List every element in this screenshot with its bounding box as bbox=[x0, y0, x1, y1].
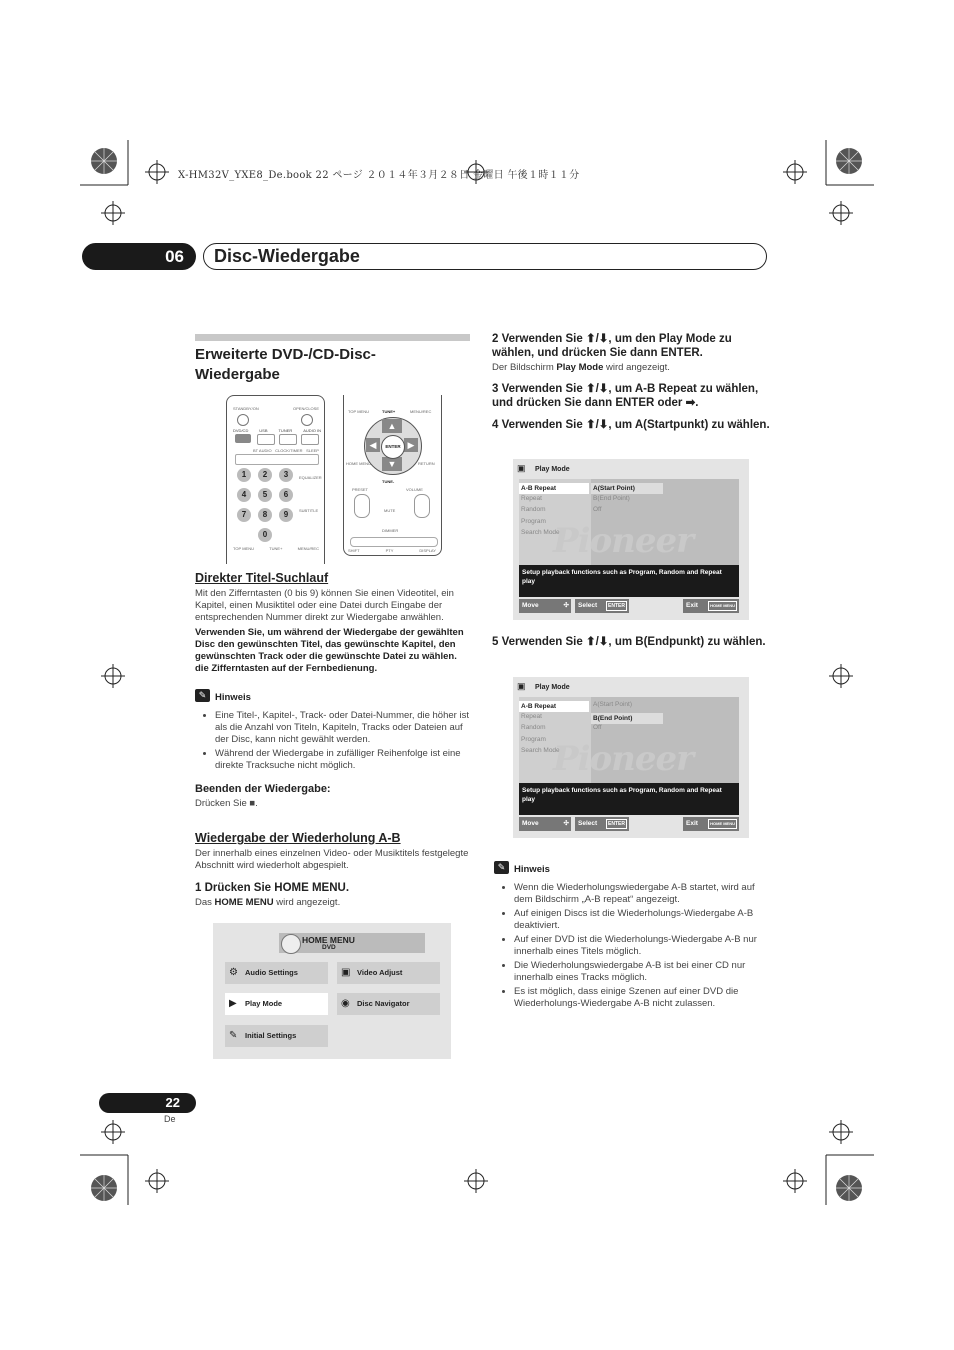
source-dvd-label: DVD/CD bbox=[233, 428, 249, 433]
direct-note-item: • Eine Titel-, Kapitel-, Track- oder Datei-Nummer, die höher ist als die Anzahl von Titeln, Kapiteln, Tracks oder Dateien auf der Disc, kann nicht gewählt werden. bbox=[215, 710, 470, 746]
open-close-label: OPEN/CLOSE bbox=[293, 406, 320, 411]
move-icon-a: ✣ bbox=[563, 602, 569, 609]
eject-icon bbox=[301, 414, 313, 426]
direct-search-paragraph: Mit den Zifferntasten (0 bis 9) können Sie einen Videotitel, ein Kapitel, einen Musiktitel oder eine Datei durch Eingabe der entsprechenden Nummer direkt zur Wiedergabe anwählen. bbox=[195, 588, 454, 623]
steps-2-4 bbox=[492, 332, 772, 432]
stop-text: Drücken Sie ■. bbox=[195, 798, 258, 809]
enter-button[interactable]: ENTER bbox=[381, 435, 405, 459]
remote-right-half bbox=[343, 395, 442, 556]
play-mode-screen-a bbox=[513, 459, 749, 620]
menu-repeat-b[interactable]: Repeat bbox=[521, 713, 542, 720]
play-mode-icon-a: ▣ bbox=[517, 463, 526, 473]
section-title bbox=[195, 345, 470, 385]
stop-heading: Beenden der Wiedergabe: bbox=[195, 783, 331, 795]
disc-navigator-icon: ◉ bbox=[341, 998, 350, 1009]
usb-button[interactable] bbox=[257, 434, 275, 445]
preset-rocker[interactable] bbox=[354, 494, 370, 518]
audio-settings-button[interactable]: Audio Settings bbox=[225, 962, 328, 984]
enter-key-a: ENTER bbox=[608, 603, 625, 609]
digit-8-button[interactable]: 8 bbox=[258, 508, 272, 522]
menu-ab-repeat-b[interactable]: A-B Repeat bbox=[519, 701, 589, 712]
source-usb-label: USB bbox=[259, 428, 268, 433]
direct-note-item: • Während der Wiedergabe in zufälliger Reihenfolge ist eine direkte Tracksuche nicht möglich. bbox=[215, 748, 470, 772]
footer-exit-b bbox=[683, 817, 739, 831]
top-menu-label: TOP MENU bbox=[348, 409, 369, 414]
pioneer-logo-b: Pioneer bbox=[553, 739, 694, 779]
mute-label: MUTE bbox=[384, 508, 396, 513]
left-arrow-icon[interactable]: ◀ bbox=[366, 438, 380, 452]
sleep-label: SLEEP bbox=[306, 448, 319, 453]
source-labels bbox=[233, 428, 321, 433]
step1-bold: HOME MENU bbox=[214, 897, 274, 908]
play-mode-button[interactable]: Play Mode bbox=[225, 993, 328, 1015]
up-arrow-icon[interactable]: ▲ bbox=[382, 419, 402, 433]
option-start-point-b[interactable]: A(Start Point) bbox=[593, 701, 633, 708]
home-menu-title: HOME MENU bbox=[302, 935, 355, 945]
footer-move-b bbox=[519, 817, 571, 831]
standby-label: STANDBY/ON bbox=[233, 406, 259, 411]
bt-audio-label: BT AUDIO bbox=[253, 448, 272, 453]
clock-timer-label: CLOCK/TIMER bbox=[275, 448, 303, 453]
move-label-b: Move bbox=[522, 820, 539, 827]
tune-plus-label-left: TUNE+ bbox=[269, 546, 283, 551]
digit-7-button[interactable]: 7 bbox=[237, 508, 251, 522]
source-audio-label: AUDIO IN bbox=[303, 428, 321, 433]
right-arrow-icon[interactable]: ▶ bbox=[404, 438, 418, 452]
home-key-b: HOME MENU bbox=[708, 819, 737, 829]
direct-search-section bbox=[195, 571, 470, 810]
step2-pre: Der Bildschirm bbox=[492, 362, 557, 373]
footer-select-b bbox=[575, 817, 629, 831]
step3: 3 Verwenden Sie ⬆/⬇, um A-B Repeat zu wählen, und drücken Sie dann ENTER oder ➡. bbox=[492, 383, 759, 409]
pioneer-logo-a: Pioneer bbox=[553, 521, 694, 561]
dimmer-label: DIMMER bbox=[382, 528, 399, 533]
step2: 2 Verwenden Sie ⬆/⬇, um den Play Mode zu wählen, und drücken Sie dann ENTER. bbox=[492, 333, 732, 359]
pty-label: PTY bbox=[385, 548, 394, 553]
help-text-b: Setup playback functions such as Program, Random and Repeat play bbox=[519, 783, 739, 815]
menu-repeat-a[interactable]: Repeat bbox=[521, 495, 542, 502]
digit-5-button[interactable]: 5 bbox=[258, 488, 272, 502]
menu-program-b[interactable]: Program bbox=[521, 736, 546, 743]
down-arrow-icon[interactable]: ▼ bbox=[382, 457, 402, 471]
right-note-item: • Auf einer DVD ist die Wiederholungs-Wiedergabe A-B nur innerhalb eines Titels möglich. bbox=[514, 934, 770, 958]
disc-navigator-button[interactable]: Disc Navigator bbox=[337, 993, 440, 1015]
menu-ab-repeat-a[interactable]: A-B Repeat bbox=[519, 483, 589, 494]
menu-program-a[interactable]: Program bbox=[521, 518, 546, 525]
ab-repeat-section bbox=[195, 831, 470, 909]
video-adjust-button[interactable]: Video Adjust bbox=[337, 962, 440, 984]
direct-search-heading: Direkter Titel-Suchlauf bbox=[195, 571, 329, 585]
menu-random-a[interactable]: Random bbox=[521, 506, 546, 513]
home-menu-label: HOME MENU bbox=[346, 461, 371, 466]
initial-settings-icon: ✎ bbox=[229, 1030, 238, 1041]
return-label: RETURN bbox=[418, 461, 435, 466]
step2-bold: Play Mode bbox=[556, 362, 604, 373]
audio-settings-icon: ⚙ bbox=[229, 967, 238, 978]
volume-label: VOLUME bbox=[406, 487, 423, 492]
menu-rec-label: MENU/REC bbox=[410, 409, 432, 414]
note-pencil-icon: ✎ bbox=[494, 861, 509, 874]
audio-in-button[interactable] bbox=[301, 434, 319, 445]
right-note-label: Hinweis bbox=[514, 864, 550, 875]
note-pencil-icon: ✎ bbox=[195, 689, 210, 702]
tune-minus-label: TUNE- bbox=[382, 479, 395, 484]
disc-icon bbox=[281, 934, 301, 954]
volume-rocker[interactable] bbox=[414, 494, 430, 518]
option-off-a[interactable]: Off bbox=[593, 506, 602, 513]
bottom-left-labels bbox=[233, 546, 319, 551]
row2-labels bbox=[253, 448, 319, 453]
footer-exit-a bbox=[683, 599, 739, 613]
row2-buttons[interactable] bbox=[235, 454, 319, 465]
step2-detail bbox=[492, 362, 772, 374]
equalizer-label: EQUALIZER bbox=[299, 475, 322, 480]
step1-pre: Das bbox=[195, 897, 215, 908]
option-start-point-a[interactable]: A(Start Point) bbox=[591, 483, 663, 494]
digit-6-button[interactable]: 6 bbox=[279, 488, 293, 502]
digit-3-button[interactable]: 3 bbox=[279, 468, 293, 482]
direct-notes-list bbox=[195, 710, 470, 772]
page-language: De bbox=[164, 1114, 176, 1124]
display-label: DISPLAY bbox=[419, 548, 436, 553]
right-note-header bbox=[494, 859, 770, 877]
tuner-button[interactable] bbox=[279, 434, 297, 445]
dvd-cd-button[interactable] bbox=[235, 434, 251, 443]
footer-select-a bbox=[575, 599, 629, 613]
step4: 4 Verwenden Sie ⬆/⬇, um A(Startpunkt) zu wählen. bbox=[492, 419, 770, 431]
menu-search-mode-b[interactable]: Search Mode bbox=[521, 747, 560, 754]
remote-left-half bbox=[226, 395, 325, 564]
right-notes bbox=[494, 859, 770, 1012]
remote-illustration bbox=[226, 395, 440, 555]
section-title-line2: Wiedergabe bbox=[195, 366, 280, 383]
play-mode-icon: ▶ bbox=[229, 998, 237, 1009]
digit-0-button[interactable]: 0 bbox=[258, 528, 272, 542]
video-adjust-icon: ▣ bbox=[341, 967, 351, 978]
digit-2-button[interactable]: 2 bbox=[258, 468, 272, 482]
right-note-item: • Auf einigen Discs ist die Wiederholungs-Wiedergabe A-B deaktiviert. bbox=[514, 908, 770, 932]
direct-note-label: Hinweis bbox=[215, 692, 251, 703]
page-number: 22 bbox=[99, 1093, 196, 1113]
section-bar bbox=[195, 334, 470, 341]
digit-1-button[interactable]: 1 bbox=[237, 468, 251, 482]
play-mode-title-a: Play Mode bbox=[535, 466, 570, 473]
right-note-item: • Es ist möglich, dass einige Szenen auf einer DVD die Wiederholungs-Wiedergabe A-B nicht zulassen. bbox=[514, 986, 770, 1010]
right-notes-list bbox=[494, 882, 770, 1010]
tune-plus-label: TUNE+ bbox=[382, 409, 396, 414]
right-note-item: • Die Wiederholungswiedergabe A-B ist bei einer CD nur innerhalb eines Tracks möglich. bbox=[514, 960, 770, 984]
home-menu-screen bbox=[213, 923, 451, 1059]
play-mode-screen-b bbox=[513, 677, 749, 838]
direct-note-header bbox=[195, 687, 470, 705]
footer-move-a bbox=[519, 599, 571, 613]
step2-post: wird angezeigt. bbox=[603, 362, 670, 373]
source-tuner-label: TUNER bbox=[278, 428, 293, 433]
step1-detail bbox=[195, 897, 470, 909]
bottom-right-labels bbox=[348, 548, 436, 553]
chapter-title: Disc-Wiedergabe bbox=[203, 243, 767, 270]
home-key-a: HOME MENU bbox=[708, 601, 737, 611]
move-icon-b: ✣ bbox=[563, 820, 569, 827]
enter-key-b: ENTER bbox=[608, 821, 625, 827]
transport-buttons[interactable] bbox=[350, 537, 438, 547]
step1-post: wird angezeigt. bbox=[273, 897, 341, 908]
ab-repeat-paragraph: Der innerhalb eines einzelnen Video- oder Musiktitels festgelegte Abschnitt wird wiederholt abgespielt. bbox=[195, 848, 469, 871]
digit-9-button[interactable]: 9 bbox=[279, 508, 293, 522]
direct-search-instruction: Verwenden Sie, um während der Wiedergabe der gewählten Disc den gewünschten Titel, das gewünschte Kapitel, den gewünschten Track oder die gewünschte Datei zu wählen. die Zifferntasten auf der Fernbedienung. bbox=[195, 627, 464, 674]
step1: 1 Drücken Sie HOME MENU. bbox=[195, 882, 350, 894]
chapter-number: 06 bbox=[82, 243, 196, 270]
preset-label: PRESET bbox=[352, 487, 369, 492]
section-title-line1: Erweiterte DVD-/CD-Disc- bbox=[195, 346, 376, 363]
power-icon bbox=[237, 414, 249, 426]
file-header: X-HM32V_YXE8_De.book 22 ページ ２０１４年３月２８日 金曜日 午後１時１１分 bbox=[178, 170, 580, 181]
exit-label-b: Exit bbox=[686, 820, 698, 827]
menu-rec-label-left: MENU/REC bbox=[297, 546, 319, 551]
play-mode-title-b: Play Mode bbox=[535, 684, 570, 691]
option-end-point-b[interactable]: B(End Point) bbox=[591, 713, 663, 724]
option-end-point-a[interactable]: B(End Point) bbox=[593, 495, 630, 502]
shift-label: SHIFT bbox=[348, 548, 360, 553]
initial-settings-button[interactable]: Initial Settings bbox=[225, 1025, 328, 1047]
help-text-a: Setup playback functions such as Program, Random and Repeat play bbox=[519, 565, 739, 597]
menu-search-mode-a[interactable]: Search Mode bbox=[521, 529, 560, 536]
menu-random-b[interactable]: Random bbox=[521, 724, 546, 731]
option-off-b[interactable]: Off bbox=[593, 724, 602, 731]
home-menu-subtitle: DVD bbox=[322, 944, 336, 951]
digit-4-button[interactable]: 4 bbox=[237, 488, 251, 502]
move-label-a: Move bbox=[522, 602, 539, 609]
right-note-item: • Wenn die Wiederholungswiedergabe A-B startet, wird auf dem Bildschirm „A-B repeat“ angezeigt. bbox=[514, 882, 770, 906]
ab-repeat-heading: Wiedergabe der Wiederholung A-B bbox=[195, 831, 401, 845]
select-label-b: Select bbox=[578, 820, 598, 827]
top-menu-label-left: TOP MENU bbox=[233, 546, 254, 551]
step5: 5 Verwenden Sie ⬆/⬇, um B(Endpunkt) zu wählen. bbox=[492, 636, 766, 648]
play-mode-icon-b: ▣ bbox=[517, 681, 526, 691]
subtitle-label: SUBTITLE bbox=[299, 508, 319, 513]
select-label-a: Select bbox=[578, 602, 598, 609]
exit-label-a: Exit bbox=[686, 602, 698, 609]
